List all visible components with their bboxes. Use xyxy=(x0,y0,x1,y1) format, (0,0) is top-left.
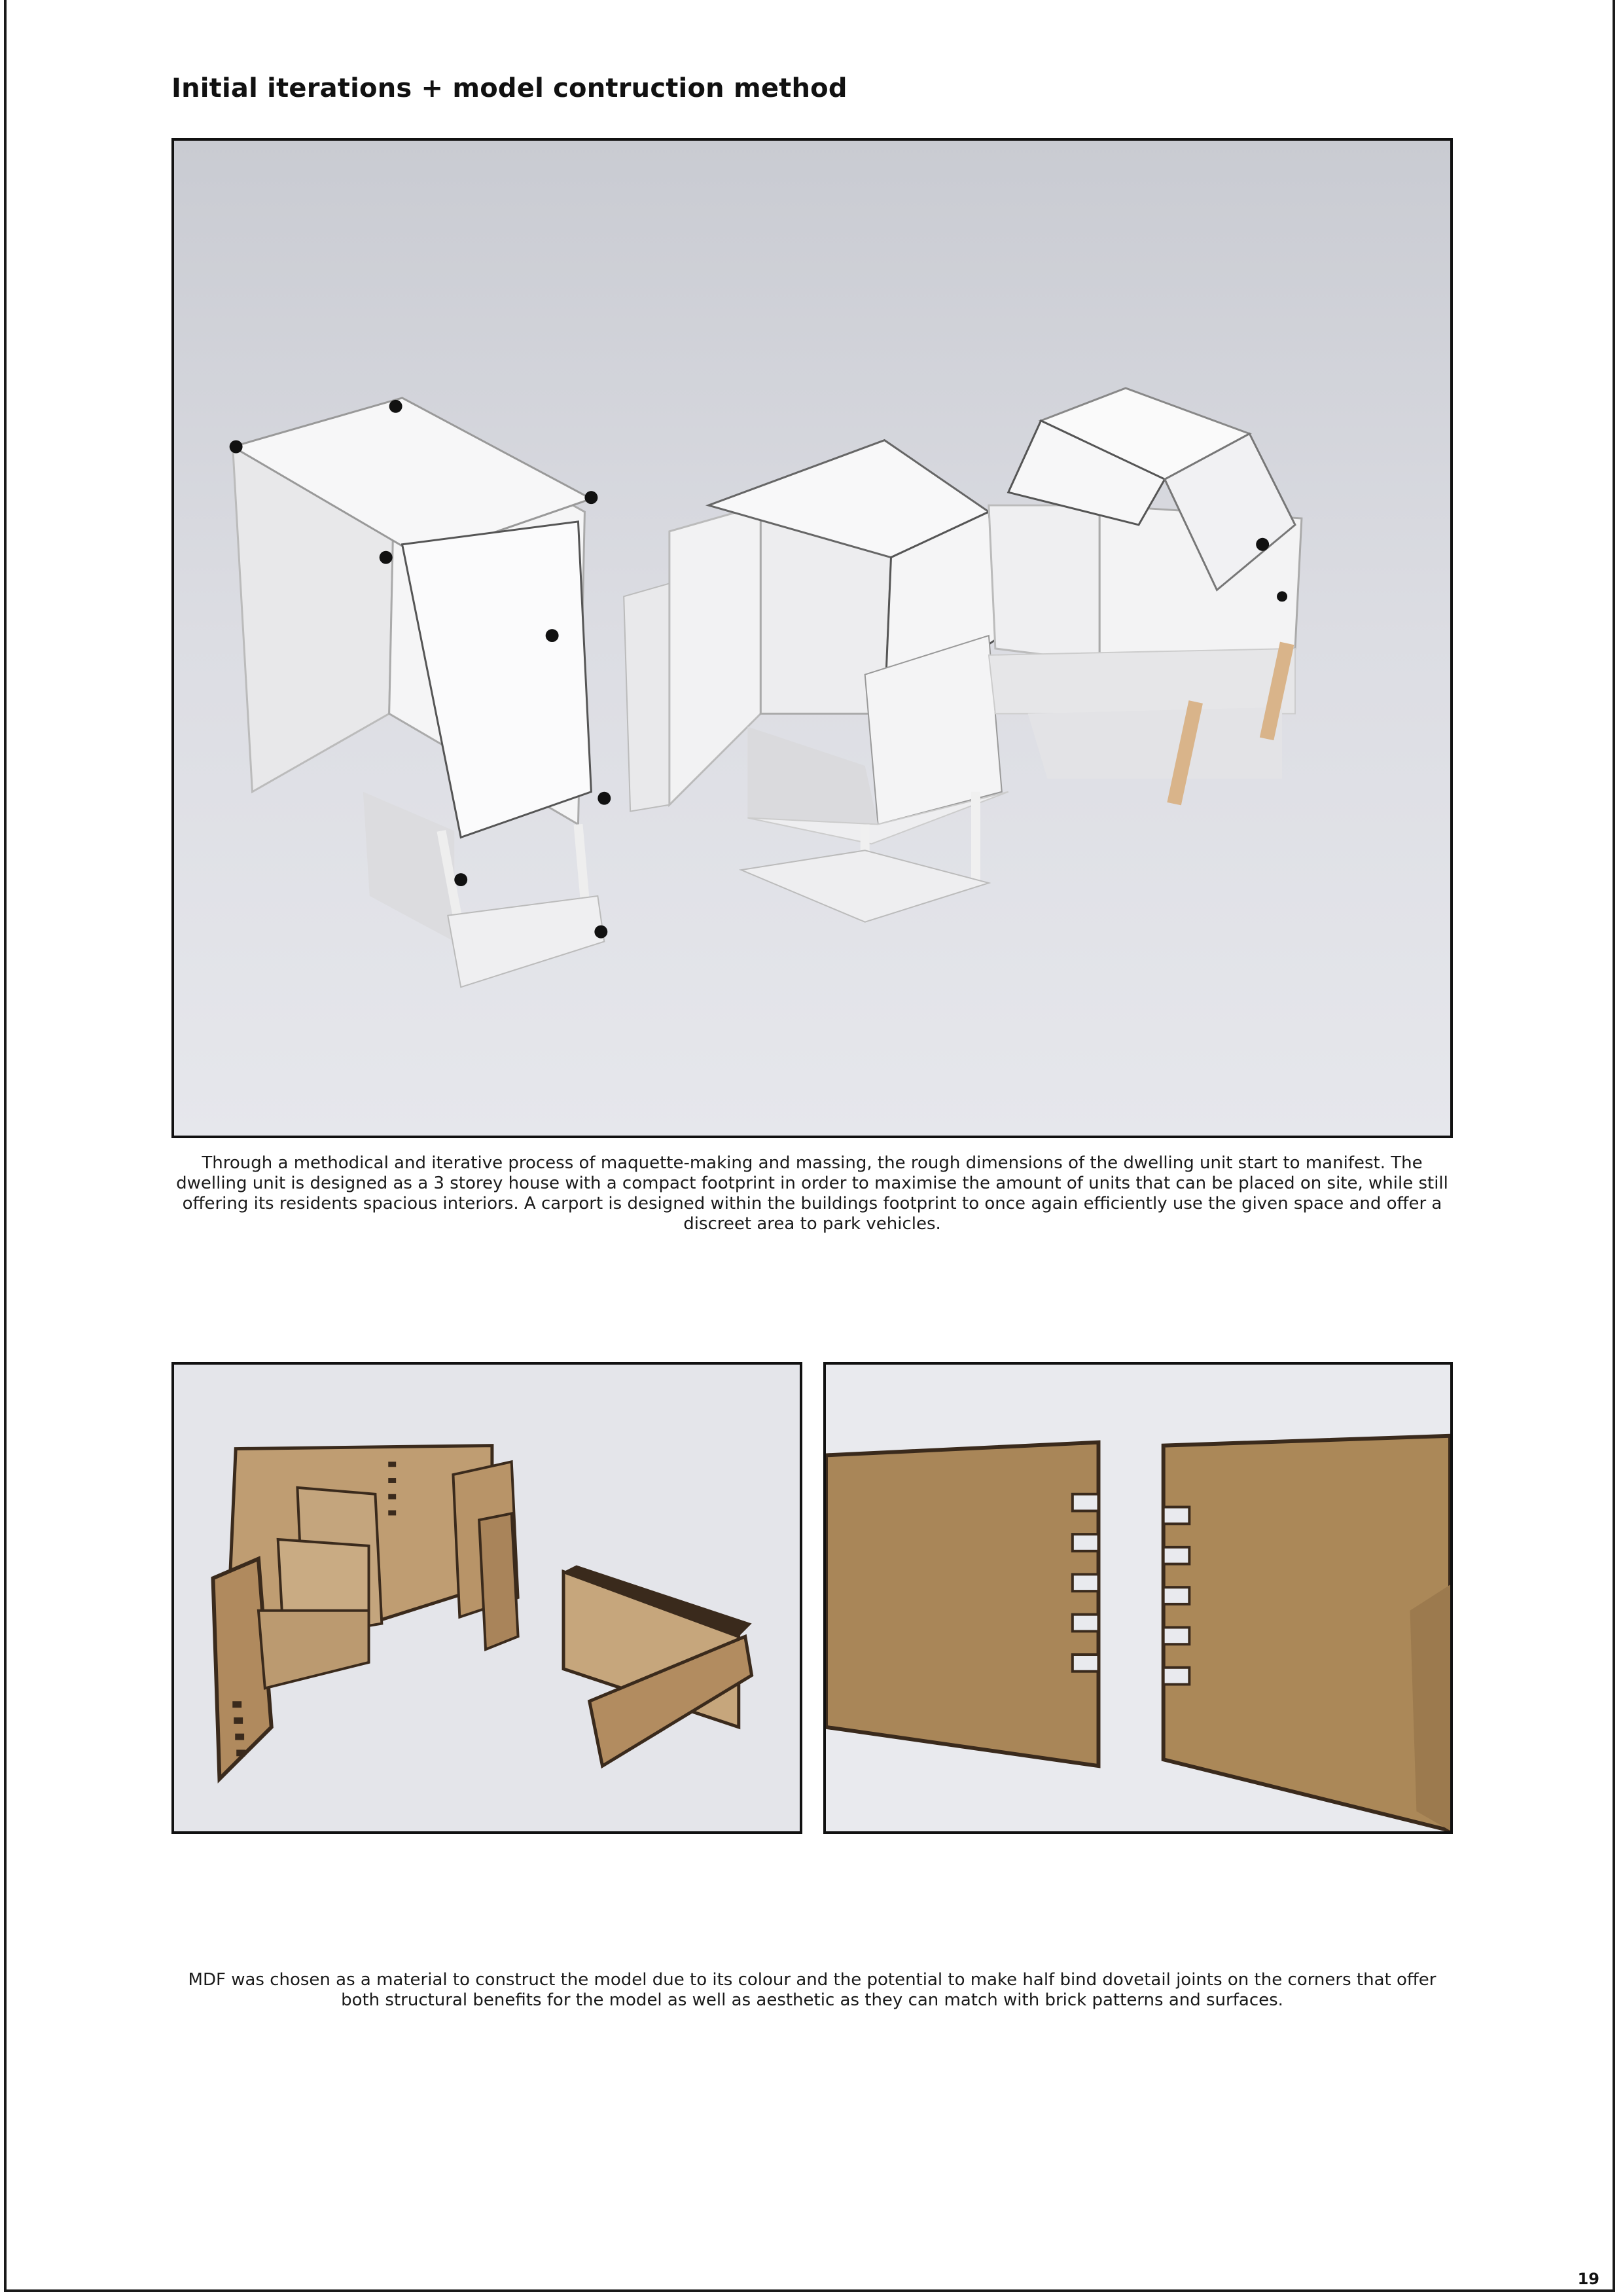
page-title: Initial iterations + model contruction method xyxy=(171,73,847,103)
maquettes-photo xyxy=(171,138,1453,1138)
dovetail-joint-image xyxy=(826,1365,1450,1831)
dovetail-joint-photo xyxy=(823,1362,1453,1834)
mdf-walls-photo xyxy=(171,1362,802,1834)
maquettes-image xyxy=(174,141,1450,1136)
page-number: 19 xyxy=(1577,2270,1599,2288)
massing-caption: Through a methodical and iterative process of maquette-making and massing, the rough dimensions of the dwelling unit start to manifest. The dwelling unit is designed as a 3 storey house with a compact footprint in order to maximise the amount of units that can be placed on site, while still offering its residents spacious interiors. A carport is designed within the buildings footprint to once again efficiently use the given space and offer a discreet area to park vehicles. xyxy=(176,1153,1448,1234)
material-caption: MDF was chosen as a material to construct the model due to its colour and the potential to make half bind dovetail joints on the corners that offer both structural benefits for the model as well as aesthetic as they can match with brick patterns and surfaces. xyxy=(188,1970,1436,2010)
mdf-walls-image xyxy=(174,1365,800,1831)
